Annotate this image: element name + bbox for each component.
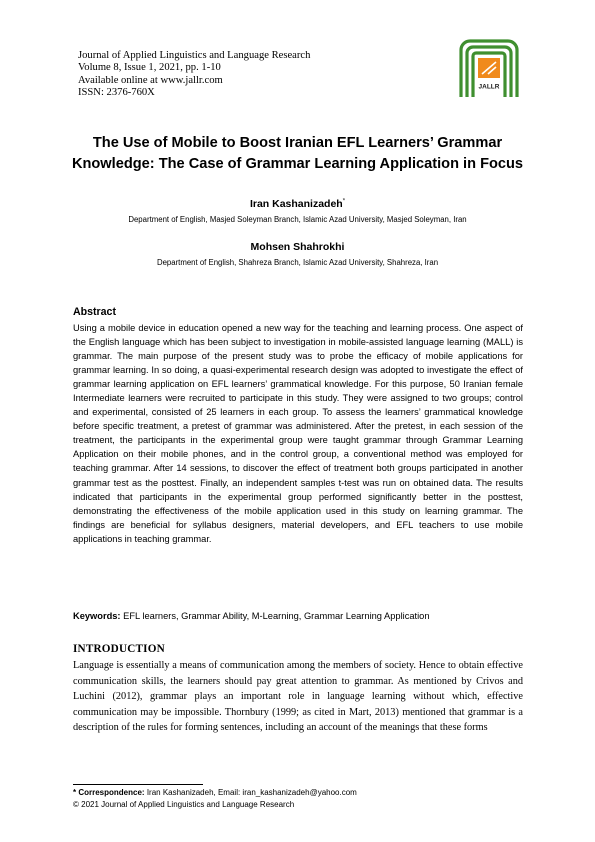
logo-text: JALLR <box>478 83 500 91</box>
title-line-2: Knowledge: The Case of Grammar Learning Application in Focus <box>71 156 524 172</box>
author-2-name: Mohsen Shahrokhi <box>250 241 345 253</box>
keywords-label: Keywords: <box>73 611 121 621</box>
journal-name: Journal of Applied Linguistics and Language Research <box>78 50 311 61</box>
journal-volume: Volume 8, Issue 1, 2021, pp. 1-10 <box>78 62 221 74</box>
keywords-list: EFL learners, Grammar Ability, M-Learning, Grammar Learning Application <box>123 611 430 621</box>
corresponding-mark: * <box>342 198 346 205</box>
correspondence-text: Iran Kashanizadeh, Email: iran_kashanizadeh@yahoo.com <box>146 788 357 797</box>
keywords <box>73 611 528 621</box>
footnote-divider <box>73 784 203 785</box>
paper-title <box>60 133 535 175</box>
journal-header <box>78 50 310 100</box>
journal-issn: ISSN: 2376-760X <box>78 87 155 99</box>
abstract-text: Using a mobile device in education opened a new way for the teaching and learning process. One aspect of the English language which has been subject to investigation in mobile-assisted language learning (MALL) is grammar. The main purpose of the present study was to probe the efficacy of mobile applications for grammar learning. In so doing, a quasi-experimental research design was adopted to investigate the effect of grammar learning application on EFL learners’ grammatical knowledge. For this purpose, 50 Iranian female Intermediate learners were recruited to participate in this study. They were assigned to two groups; control and experimental, consisted of 25 learners in each group. To assess the learners’ grammatical knowledge before specific treatment, a pretest of grammar was administered. After the pretest, in each session of the treatment, the participants in the experimental group were taught grammar through Grammar Learning Application on their mobile phones, and in the control group, a conventional method was employed for teaching grammar. After 14 sessions, to discover the effect of treatment both groups participated in another grammar test as the posttest. Finally, an independent samples t-test was run on obtained data. The results indicated that participants in the experimental group performed significantly better in the posttest, demonstrating the effectiveness of the mobile application used in this study on learning grammar. The findings are beneficial for syllabus designers, material developers, and EFL teachers to use mobile applications in teaching grammar. <box>73 323 523 544</box>
author-1-affiliation: Department of English, Masjed Soleyman Branch, Islamic Azad University, Masjed Soleyman, Iran <box>128 215 467 224</box>
correspondence-footnote <box>73 788 357 797</box>
author-2 <box>0 241 595 253</box>
journal-logo <box>458 38 520 100</box>
author-2-affiliation: Department of English, Shahreza Branch, Islamic Azad University, Shahreza, Iran <box>156 258 439 267</box>
correspondence-label: * Correspondence: <box>73 788 145 797</box>
journal-availability: Available online at www.jallr.com <box>78 74 223 86</box>
author-1 <box>0 198 595 210</box>
title-line-1: The Use of Mobile to Boost Iranian EFL Learners’ Grammar <box>92 135 503 151</box>
author-1-name: Iran Kashanizadeh <box>249 198 343 210</box>
abstract-heading: Abstract <box>73 306 116 318</box>
introduction-text: Language is essentially a means of communication among the members of society. Hence to obtain effective communication skills, the learners should pay great attention to grammar. As mentioned by Crivos and Luchini (2012), grammar plays an important role in language learning without which, effective communication may be impossible. Thornbury (1999; as cited in Mart, 2013) mentioned that grammar is a description of the rules for forming sentences, including an account of the meanings that these forms <box>73 660 523 734</box>
introduction-heading: INTRODUCTION <box>73 643 165 655</box>
copyright-footnote: © 2021 Journal of Applied Linguistics and Language Research <box>73 800 295 809</box>
